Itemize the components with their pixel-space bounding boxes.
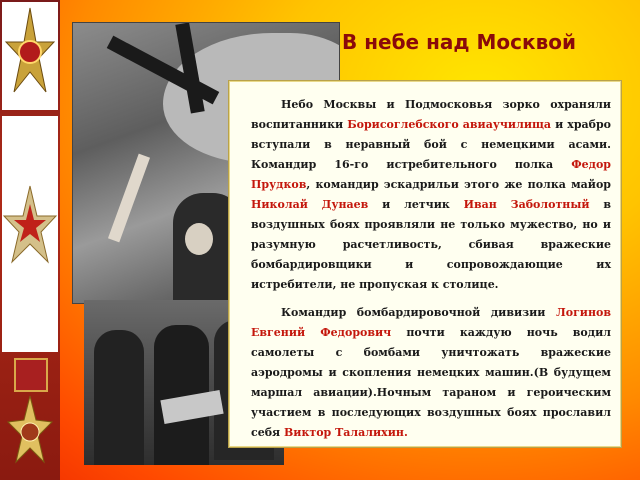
- body-text: , командир эскадрильи этого же полка майор: [306, 178, 611, 191]
- highlighted-name: Николай Дунаев: [251, 198, 369, 211]
- medal-frame: [2, 116, 58, 352]
- medal-order-star-icon: [2, 2, 58, 110]
- pilot-raised-hand: [108, 154, 150, 243]
- body-text: Командир бомбардировочной дивизии: [281, 306, 556, 319]
- body-text: и летчик: [368, 198, 464, 211]
- highlighted-name: Федор Прудков: [251, 158, 611, 191]
- paragraph-1: [251, 95, 611, 295]
- body-text: и храбро вступали в неравный бой с немецкими асами. Командир 16-го истребительного полка: [251, 118, 611, 171]
- body-text: почти каждую ночь водил самолеты с бомбами уничтожать вражеские аэродромы и скопления немецких машин.(В будущем маршал авиации).Ночным тараном и героическим участием в последующих воздушных боях прославил себя: [251, 326, 611, 439]
- medal-red-star-icon: [2, 116, 58, 352]
- medal-ribbon-icon: [14, 358, 48, 392]
- highlighted-name: Иван Заболотный: [463, 198, 590, 211]
- pilot-figure: [94, 330, 144, 465]
- text-panel: [228, 80, 622, 448]
- slide-title: В небе над Москвой: [342, 30, 576, 54]
- highlighted-name: Логинов Евгений Федорович: [251, 306, 611, 339]
- medal-order-icon: [6, 392, 54, 476]
- body-text: в воздушных боях проявляли не только мужество, но и разумную расчетливость, сбивая вражеские бомбардировщики и сопровождающие их истребители, не пропуская к столице.: [251, 198, 611, 291]
- body-text: Небо Москвы и Подмосковья зорко охраняли воспитанники: [251, 98, 611, 131]
- highlighted-name: Виктор Талалихин.: [284, 426, 408, 439]
- paragraph-2: [251, 303, 611, 443]
- medal-sidebar: [0, 0, 60, 480]
- highlighted-name: Борисоглебского авиаучилища: [347, 118, 552, 131]
- medal-frame: [2, 2, 58, 110]
- pilot-face: [185, 223, 213, 255]
